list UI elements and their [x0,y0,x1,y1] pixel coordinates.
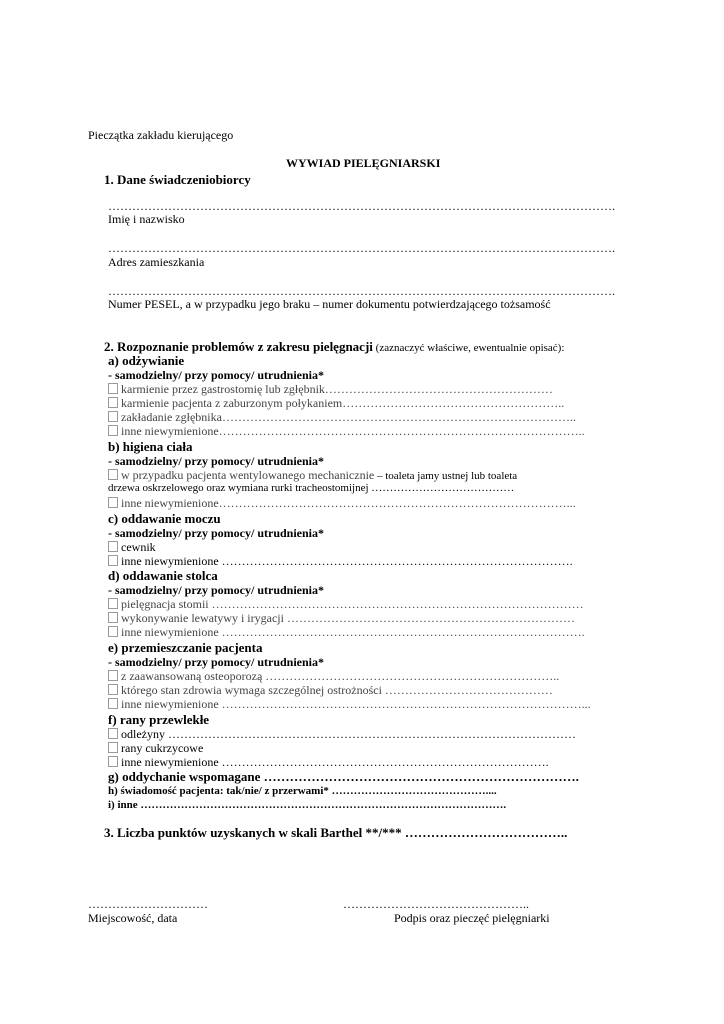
item-label: inne niewymienione ……………………………………………………………………………. [121,554,573,568]
item-label: rany cukrzycowe [121,741,204,755]
subsection-d-title: d) oddawanie stolca [108,568,218,583]
list-item [108,684,553,696]
subsection-d-status: - samodzielny/ przy pomocy/ utrudnienia* [108,583,325,597]
list-item [108,469,517,482]
item-label: inne niewymienione ………………………………………………………………………. [121,755,549,769]
checkbox[interactable] [108,397,118,408]
subsection-b-status: - samodzielny/ przy pomocy/ utrudnienia* [108,454,325,468]
checkbox[interactable] [108,425,118,436]
subsection-c-title: c) oddawanie moczu [108,511,221,526]
checkbox[interactable] [108,383,118,394]
subsection-e-title: e) przemieszczanie pacjenta [108,640,263,655]
checkbox[interactable] [108,497,118,508]
list-item [108,626,585,638]
signature-dotline: ……………………………………….. [343,897,529,911]
pesel-label: Numer PESEL, a w przypadku jego braku – numer dokumentu potwierdzającego tożsamość [108,297,551,311]
checkbox[interactable] [108,728,118,739]
list-item [108,497,576,509]
list-item [108,541,156,553]
item-label: inne niewymienione ………………………………………………………………………………. [121,625,585,639]
list-item [108,728,576,740]
item-label: pielęgnacja stomii ………………………………………………………………………………… [121,597,584,611]
address-dotline: ………………………………………………………………………………………………………………. [108,241,615,255]
item-label: inne niewymienione……………………………………………………………………………... [121,496,576,510]
checkbox[interactable] [108,411,118,422]
item-label: inne niewymienione……………………………………………………………………………….. [121,424,585,438]
subsection-e-status: - samodzielny/ przy pomocy/ utrudnienia* [108,655,325,669]
subsection-i: i) inne ………………………………………………………………………………………. [108,799,507,811]
pesel-dotline: ………………………………………………………………………………………………………………. [108,284,615,298]
list-item [108,598,584,610]
item-label: wykonywanie lewatywy i irygacji ……………………………………………………………… [121,611,575,625]
list-item [108,670,559,682]
item-label-cont: – toaleta jamy ustnej lub toaleta [374,470,518,482]
list-item [108,756,549,768]
checkbox[interactable] [108,742,118,753]
item-label-wrap: drzewa oskrzelowego oraz wymiana rurki tracheostomijnej ………………………………… [108,482,515,494]
section2-heading-note: (zaznaczyć właściwe, ewentualnie opisać): [372,342,565,354]
place-date-label: Miejscowość, data [88,911,178,925]
subsection-h: h) świadomość pacjenta: tak/nie/ z przerwami* …………………………………….... [108,785,497,797]
checkbox[interactable] [108,684,118,695]
subsection-f-title: f) rany przewlekłe [108,712,210,727]
item-label: zakładanie zgłębnika…………………………………………………………………………….. [121,410,576,424]
section3-heading: 3. Liczba punktów uzyskanych w skali Barthel **/*** ……………………………….. [104,825,568,840]
checkbox[interactable] [108,670,118,681]
checkbox[interactable] [108,555,118,566]
list-item [108,742,203,754]
subsection-c-status: - samodzielny/ przy pomocy/ utrudnienia* [108,526,325,540]
checkbox[interactable] [108,612,118,623]
list-item [108,555,573,567]
section1-heading: 1. Dane świadczeniobiorcy [104,172,251,187]
checkbox[interactable] [108,698,118,709]
subsection-g: g) oddychanie wspomagane ………………………………………………………………. [108,769,579,784]
item-label: w przypadku pacjenta wentylowanego mechanicznie [121,468,375,482]
place-date-dotline: ………………………… [88,897,208,911]
item-label: karmienie przez gastrostomię lub zgłębnik………………………………………………… [121,382,553,396]
item-label: inne niewymienione ………………………………………………………………………………... [121,697,591,711]
list-item [108,698,591,710]
list-item [108,612,575,624]
address-label: Adres zamieszkania [108,255,205,269]
item-label: karmienie pacjenta z zaburzonym połykaniem……………………………………………….. [121,396,565,410]
checkbox[interactable] [108,756,118,767]
checkbox[interactable] [108,469,118,480]
document-title: WYWIAD PIELĘGNIARSKI [286,156,441,170]
list-item [108,425,585,437]
name-dotline: ………………………………………………………………………………………………………………. [108,199,615,213]
list-item [108,383,553,395]
checkbox[interactable] [108,626,118,637]
item-label: cewnik [121,540,156,554]
checkbox[interactable] [108,541,118,552]
item-label: z zaawansowaną osteoporozą ……………………………………………………………….. [121,669,560,683]
subsection-a-title: a) odżywianie [108,353,185,368]
list-item [108,411,576,423]
subsection-a-status: - samodzielny/ przy pomocy/ utrudnienia* [108,368,325,382]
item-label: odleżyny ………………………………………………………………………………………… [121,727,576,741]
institution-stamp-label: Pieczątka zakładu kierującego [88,128,234,142]
list-item [108,397,564,409]
name-label: Imię i nazwisko [108,212,185,226]
item-label: którego stan zdrowia wymaga szczególnej ostrożności …………………………………… [121,683,553,697]
section2-heading-text: 2. Rozpoznanie problemów z zakresu pielęgnacji [104,339,373,354]
signature-label: Podpis oraz pieczęć pielęgniarki [394,911,550,925]
subsection-b-title: b) higiena ciała [108,439,193,454]
checkbox[interactable] [108,598,118,609]
